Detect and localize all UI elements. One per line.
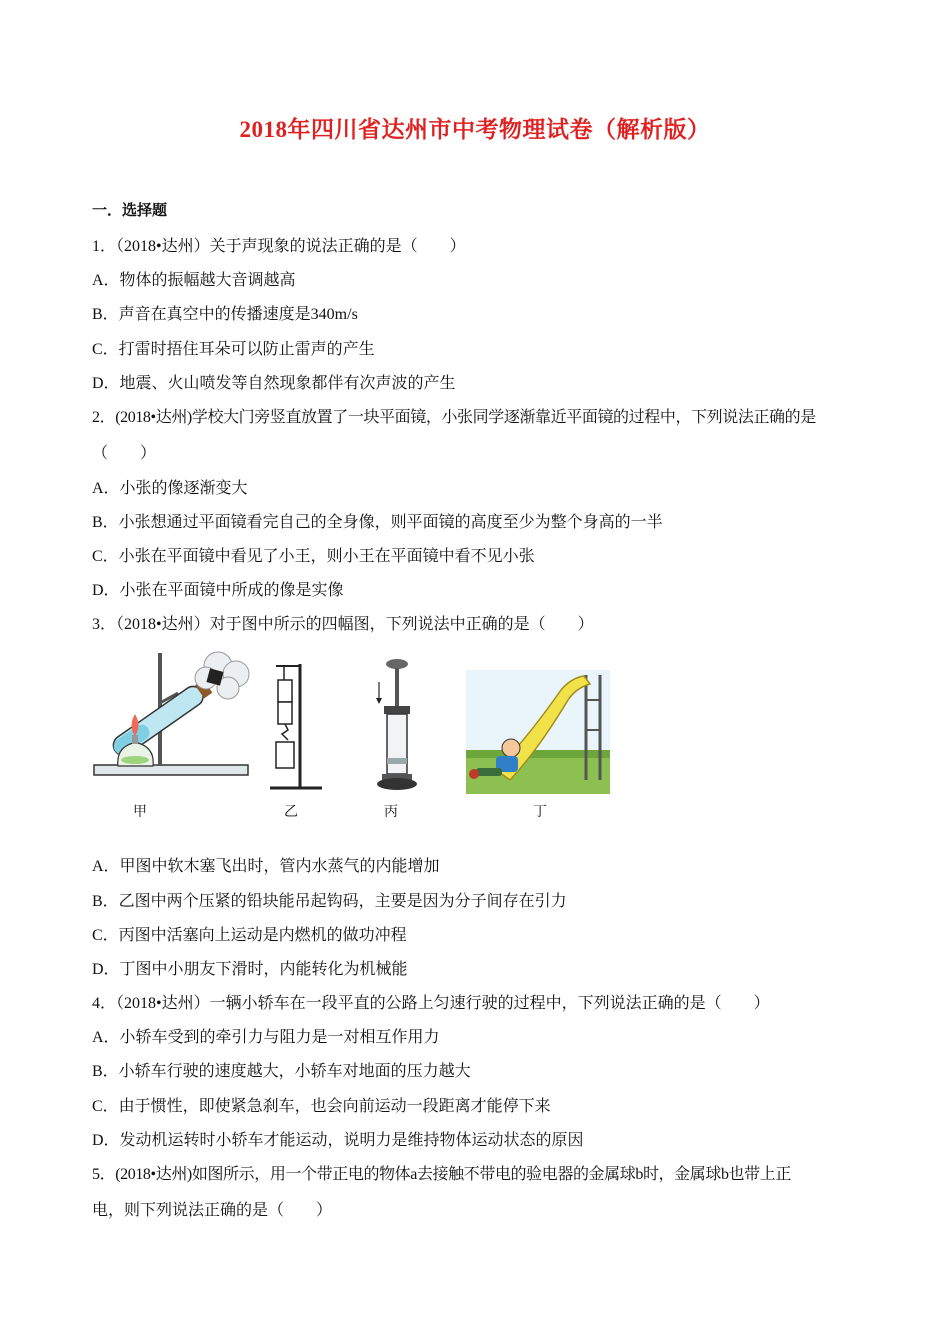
q2-option-d: D．小张在平面镜中所成的像是实像 bbox=[92, 582, 344, 599]
q3-option-d: D．丁图中小朋友下滑时，内能转化为机械能 bbox=[92, 961, 408, 978]
caption-yi: 乙 bbox=[284, 804, 298, 820]
q4-option-c: C．由于惯性，即使紧急刹车，也会向前运动一段距离才能停下来 bbox=[92, 1098, 551, 1115]
q2-option-c: C．小张在平面镜中看见了小王，则小王在平面镜中看不见小张 bbox=[92, 548, 535, 565]
q2-option-b: B．小张想通过平面镜看完自己的全身像，则平面镜的高度至少为整个身高的一半 bbox=[92, 514, 663, 531]
q3-option-a: A．甲图中软木塞飞出时，管内水蒸气的内能增加 bbox=[92, 858, 440, 875]
lead-blocks-image bbox=[262, 660, 324, 793]
q4-stem: 4．（2018•达州）一辆小轿车在一段平直的公路上匀速行驶的过程中，下列说法正确的是（ ） bbox=[92, 995, 770, 1012]
q1-option-d: D．地震、火山喷发等自然现象都伴有次声波的产生 bbox=[92, 375, 456, 392]
section-heading: 一．选择题 bbox=[92, 203, 168, 219]
q2-stem: 2．(2018•达州)学校大门旁竖直放置了一块平面镜，小张同学逐渐靠近平面镜的过程中，下列说法正确的是 bbox=[92, 409, 816, 426]
q3-option-c: C．丙图中活塞向上运动是内燃机的做功冲程 bbox=[92, 927, 407, 944]
q4-option-d: D．发动机运转时小轿车才能运动，说明力是维持物体运动状态的原因 bbox=[92, 1132, 584, 1149]
q5-stem-cont: 电，则下列说法正确的是（ ） bbox=[92, 1202, 333, 1219]
q1-option-a: A．物体的振幅越大音调越高 bbox=[92, 272, 296, 289]
q4-option-a: A．小轿车受到的牵引力与阻力是一对相互作用力 bbox=[92, 1029, 440, 1046]
piston-cylinder-image bbox=[372, 658, 422, 796]
q3-option-b: B．乙图中两个压紧的铅块能吊起钩码，主要是因为分子间存在引力 bbox=[92, 893, 567, 910]
q2-stem-cont: （ ） bbox=[92, 445, 157, 462]
figure-jia bbox=[88, 648, 253, 793]
page-title: 2018年四川省达州市中考物理试卷（解析版） bbox=[239, 117, 711, 142]
child-slide-image bbox=[466, 670, 610, 794]
figure-ding bbox=[466, 670, 610, 794]
test-tube-experiment-image bbox=[88, 648, 253, 793]
q1-stem: 1．（2018•达州）关于声现象的说法正确的是（ ） bbox=[92, 238, 466, 255]
caption-bing: 丙 bbox=[384, 804, 398, 820]
q4-option-b: B．小轿车行驶的速度越大，小轿车对地面的压力越大 bbox=[92, 1063, 471, 1080]
q1-option-b: B．声音在真空中的传播速度是340m/s bbox=[92, 306, 358, 323]
q2-option-a: A．小张的像逐渐变大 bbox=[92, 480, 248, 497]
figure-yi bbox=[262, 660, 324, 793]
figure-bing bbox=[372, 658, 422, 796]
q3-figures bbox=[88, 648, 628, 826]
caption-ding: 丁 bbox=[533, 804, 547, 820]
q5-stem: 5．(2018•达州)如图所示，用一个带正电的物体a去接触不带电的验电器的金属球b时，金属球b也带上正 bbox=[92, 1166, 791, 1183]
q1-option-c: C．打雷时捂住耳朵可以防止雷声的产生 bbox=[92, 341, 375, 358]
caption-jia: 甲 bbox=[133, 804, 147, 820]
q3-stem: 3．（2018•达州）对于图中所示的四幅图，下列说法中正确的是（ ） bbox=[92, 616, 594, 633]
